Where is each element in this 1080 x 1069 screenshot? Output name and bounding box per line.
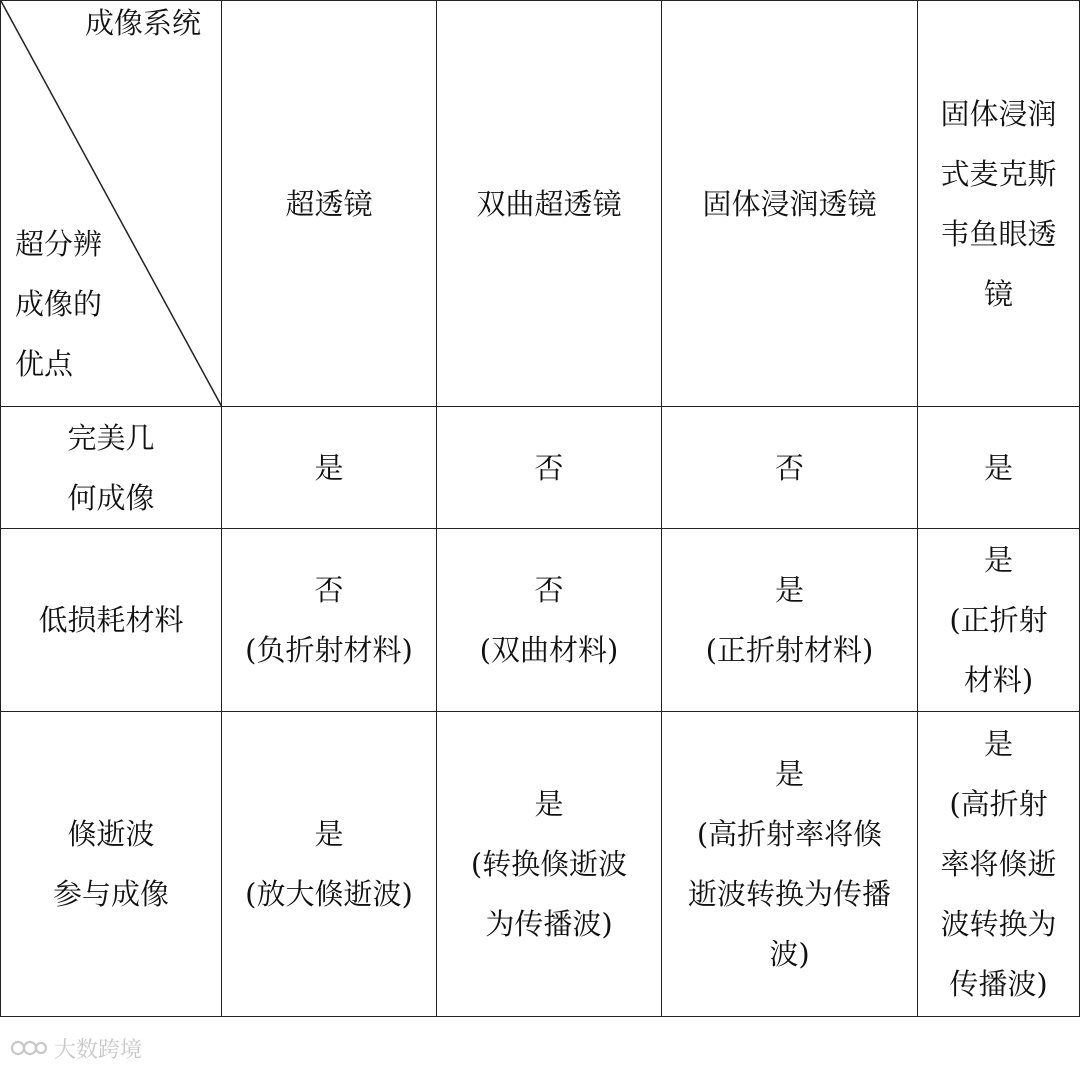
table-cell: 是 (高折射 率将倏逝 波转换为 传播波) <box>918 712 1080 1017</box>
row-label-evanescent-wave-imaging: 倏逝波 参与成像 <box>1 712 222 1017</box>
table-cell: 是 (放大倏逝波) <box>222 712 437 1017</box>
table-row <box>1 529 1080 712</box>
corner-header-bottom: 超分辨 成像的 优点 <box>15 227 103 381</box>
table-row <box>1 712 1080 1017</box>
table-cell: 否 <box>437 407 662 529</box>
table-cell: 否 (双曲材料) <box>437 529 662 712</box>
table-cell: 是 (正折射材料) <box>662 529 918 712</box>
table-cell: 是 <box>222 407 437 529</box>
watermark <box>10 1034 142 1062</box>
corner-header-top: 成像系统 <box>84 6 201 40</box>
header-row <box>1 1 1080 407</box>
table-row <box>1 407 1080 529</box>
row-label-perfect-imaging: 完美几 何成像 <box>1 407 222 529</box>
column-header-metalens: 超透镜 <box>222 1 437 407</box>
column-header-maxwell-fisheye-lens: 固体浸润 式麦克斯 韦鱼眼透 镜 <box>918 1 1080 407</box>
watermark-text: 大数跨境 <box>54 1037 143 1063</box>
table-cell: 是 (高折射率将倏 逝波转换为传播 波) <box>662 712 918 1017</box>
watermark-logo-icon <box>10 1036 48 1060</box>
table-cell: 是 (转换倏逝波 为传播波) <box>437 712 662 1017</box>
table-cell: 否 (负折射材料) <box>222 529 437 712</box>
corner-header-cell <box>1 1 222 407</box>
table-cell: 否 <box>662 407 918 529</box>
table-cell: 是 (正折射 材料) <box>918 529 1080 712</box>
row-label-low-loss-material: 低损耗材料 <box>1 529 222 712</box>
table-cell: 是 <box>918 407 1080 529</box>
column-header-hyperlens: 双曲超透镜 <box>437 1 662 407</box>
column-header-solid-immersion-lens: 固体浸润透镜 <box>662 1 918 407</box>
